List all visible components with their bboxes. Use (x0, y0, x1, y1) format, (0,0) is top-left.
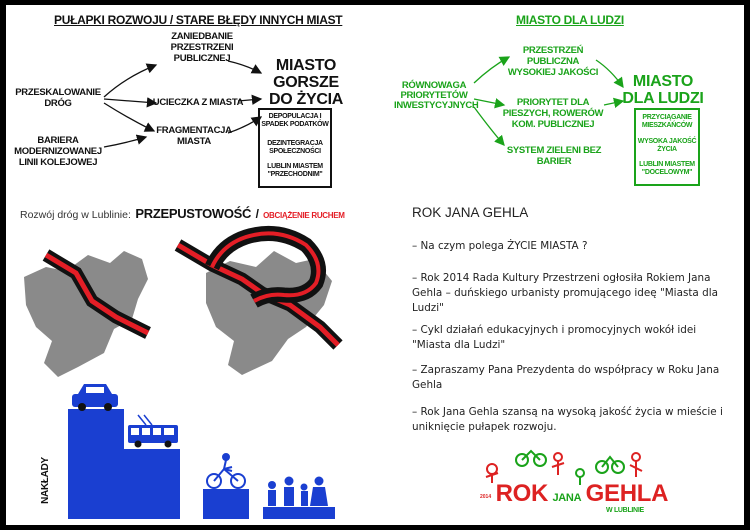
logo-small-text: 2014 (480, 493, 492, 500)
bar-car (68, 409, 124, 519)
result-worse-city: MIASTO GORSZE DO ŻYCIA (268, 57, 344, 108)
cause-neglect-public-space: ZANIEDBANIE PRZESTRZENI PUBLICZNEJ (170, 31, 234, 64)
bar-trolleybus (124, 449, 180, 519)
gehl-point-1: – Na czym polega ŻYCIE MIASTA ? (412, 240, 588, 252)
logo-jana: JANA (552, 492, 582, 504)
logo-city: W LUBLINIE (606, 507, 644, 514)
slide-sheet (6, 5, 744, 525)
bar-bicycle (203, 489, 249, 519)
effect-attracting-residents: PRZYCIĄGANIE MIESZKAŃCÓW (641, 114, 693, 129)
gehl-point-4: – Zapraszamy Pana Prezydenta do współpracy w Roku Jana Gehla (412, 364, 720, 391)
cause-fragmentation: FRAGMENTACJA MIASTA (156, 125, 232, 147)
road-heading-traffic-load: OBCIĄŻENIE RUCHEM (263, 211, 345, 220)
road-heading-prefix: Rozwój dróg w Lublinie: (20, 209, 131, 221)
city-map-throughput (24, 251, 148, 377)
cause-road-oversizing: PRZESKALOWANIE DRÓG (15, 87, 101, 109)
cause-railway-barrier: BARIERA MODERNIZOWANEJ LINII KOLEJOWEJ (14, 135, 102, 168)
gehl-year-heading: ROK JANA GEHLA (412, 205, 529, 220)
gehl-point-3: – Cykl działań edukacyjnych i promocyjnych wokół idei "Miasta dla Ludzi" (412, 324, 697, 351)
trolleybus-icon (128, 415, 178, 448)
goal-pedestrian-priority: PRIORYTET DLA PIESZYCH, ROWERÓW KOM. PUBLICZNEJ (502, 97, 604, 130)
logo-gehla: GEHLA (585, 480, 669, 507)
goal-quality-public-space: PRZESTRZEŃ PUBLICZNA WYSOKIEJ JAKOŚCI (507, 45, 599, 78)
left-effects-box (258, 108, 332, 188)
effect-transit-city: LUBLIN MIASTEM "PRZECHODNIM" (267, 163, 323, 178)
bicycle-icon (207, 454, 245, 488)
goal-green-system: SYSTEM ZIELENI BEZ BARIER (506, 145, 602, 167)
pedestrians-icon (268, 477, 328, 507)
effect-target-city: LUBLIN MIASTEM "DOCELOWYM" (639, 161, 695, 176)
cause-escape-from-city: UCIECZKA Z MIASTA (152, 97, 244, 108)
source-investment-balance: RÓWNOWAGA PRIORYTETÓW INWESTYCYJNYCH (394, 80, 479, 111)
bar-pedestrians (263, 507, 335, 519)
right-effects-box (634, 108, 700, 186)
expenditure-axis-label: NAKŁADY (39, 457, 51, 504)
road-heading-separator: / (255, 207, 259, 221)
city-map-traffic-load (178, 233, 338, 375)
expenditure-bars (68, 409, 335, 519)
effect-depopulation: DEPOPULACJA I SPADEK PODATKÓW (261, 113, 329, 128)
road-heading-throughput: PRZEPUSTOWOŚĆ (135, 206, 252, 221)
effect-quality-of-life: WYSOKA JAKOŚĆ ŻYCIA (637, 138, 697, 153)
right-diagram-title: MIASTO DLA LUDZI (516, 13, 624, 27)
result-city-for-people: MIASTO DLA LUDZI (622, 73, 704, 107)
car-icon (72, 384, 118, 411)
logo-rok: ROK (495, 480, 549, 507)
effect-disintegration: DEZINTEGRACJA SPOŁECZNOŚCI (267, 140, 323, 155)
gehl-point-2: – Rok 2014 Rada Kultury Przestrzeni ogłosiła Rokiem Jana Gehla – duńskiego urbanisty promującego ideę "Miasta dla Ludzi" (412, 272, 718, 314)
gehl-point-5: – Rok Jana Gehla szansą na wysoką jakość życia w mieście i uniknięcie pułapek rozwoju. (412, 406, 723, 433)
road-development-heading (20, 205, 345, 223)
left-diagram-title: PUŁAPKI ROZWOJU / STARE BŁĘDY INNYCH MIAST (54, 13, 343, 27)
